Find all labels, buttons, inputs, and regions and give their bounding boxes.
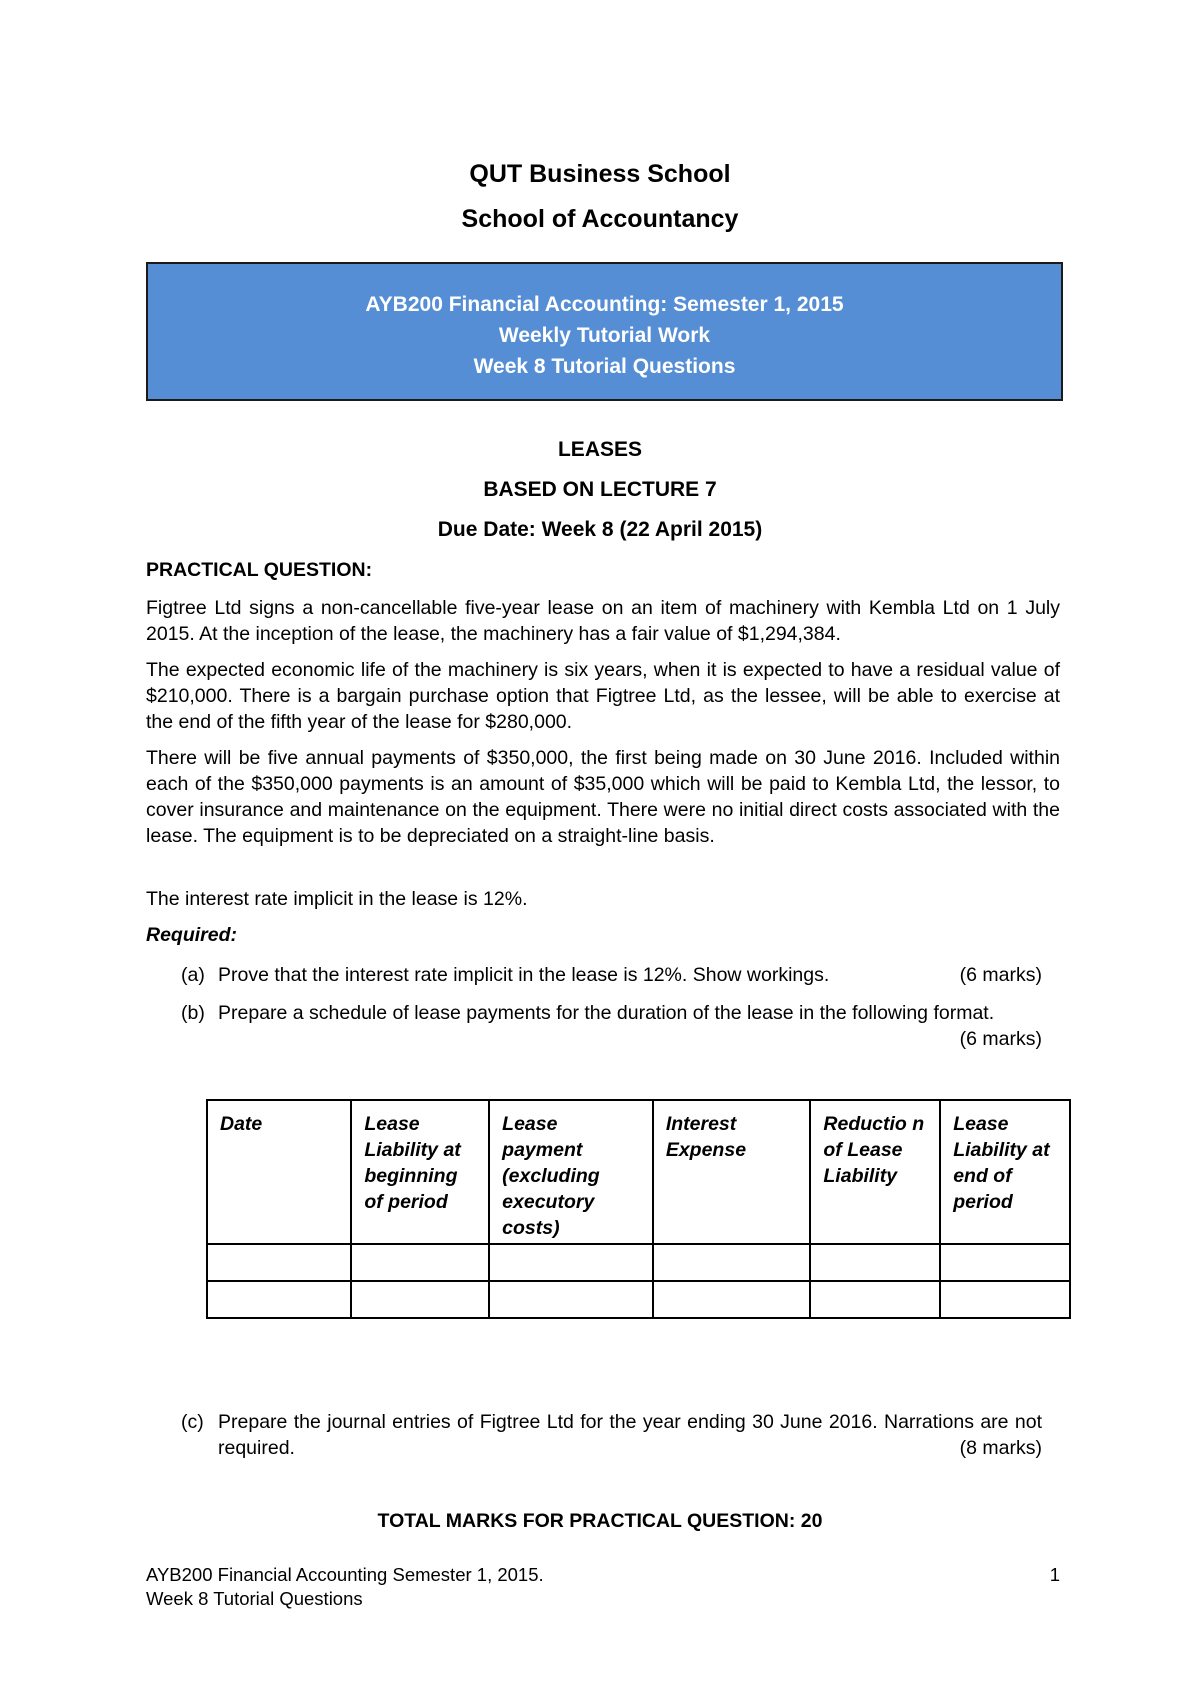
footer-course: AYB200 Financial Accounting Semester 1, 2015.: [146, 1564, 544, 1585]
table-row: [207, 1281, 1070, 1318]
item-c-marks: (8 marks): [959, 1437, 1042, 1459]
col-liability-beginning: Lease Liability at beginning of period: [351, 1100, 489, 1244]
item-a-marks: (6 marks): [959, 964, 1042, 986]
total-marks: TOTAL MARKS FOR PRACTICAL QUESTION: 20: [377, 1510, 823, 1532]
due-date: Due Date: Week 8 (22 April 2015): [437, 518, 763, 541]
col-liability-end: Lease Liability at end of period: [940, 1100, 1070, 1244]
topic-title: LEASES: [557, 438, 643, 461]
paragraph-lease-terms: Figtree Ltd signs a non-cancellable five-year lease on an item of machinery with Kembla Ltd on 1 July 2015. At the inception of the lease, the machinery has a fair value of $1,294,384.: [146, 597, 1060, 645]
lecture-ref: BASED ON LECTURE 7: [483, 478, 717, 501]
table-cell: [489, 1281, 653, 1318]
item-c-label: (c): [181, 1411, 204, 1433]
table-row: [207, 1244, 1070, 1281]
table-cell: [653, 1281, 811, 1318]
item-a-label: (a): [181, 964, 205, 986]
banner-week: Week 8 Tutorial Questions: [473, 355, 736, 378]
table-cell: [940, 1244, 1070, 1281]
col-interest-expense: Interest Expense: [653, 1100, 811, 1244]
paragraph-economic-life: The expected economic life of the machinery is six years, when it is expected to have a residual value of $210,000. There is a bargain purchase option that Figtree Ltd, as the lessee, will be able to exercise at the end of the fifth year of the lease for $280,000.: [146, 659, 1060, 733]
table-cell: [940, 1281, 1070, 1318]
page-number: 1: [1049, 1564, 1060, 1585]
table-cell: [489, 1244, 653, 1281]
item-b-marks: (6 marks): [959, 1028, 1042, 1050]
lease-schedule-table: [206, 1099, 1071, 1319]
col-lease-payment: Lease payment (excluding executory costs): [489, 1100, 653, 1244]
paragraph-interest-rate: The interest rate implicit in the lease is 12%.: [146, 888, 528, 910]
course-banner: [146, 262, 1063, 401]
table-cell: [351, 1281, 489, 1318]
table-cell: [810, 1244, 940, 1281]
table-cell: [653, 1244, 811, 1281]
banner-course: AYB200 Financial Accounting: Semester 1, 2015: [365, 293, 844, 316]
school-title: QUT Business School: [469, 160, 731, 188]
table-header-row: [207, 1100, 1070, 1244]
item-c-text: Prepare the journal entries of Figtree Ltd for the year ending 30 June 2016. Narrations are not required.: [218, 1411, 1042, 1459]
table-cell: [207, 1244, 351, 1281]
item-b-label: (b): [181, 1002, 205, 1024]
required-label: Required:: [146, 924, 238, 946]
banner-subtitle: Weekly Tutorial Work: [498, 324, 711, 347]
item-b-text: Prepare a schedule of lease payments for the duration of the lease in the following format.: [218, 1002, 995, 1024]
table-cell: [810, 1281, 940, 1318]
col-date: Date: [207, 1100, 351, 1244]
table-cell: [351, 1244, 489, 1281]
question-heading: PRACTICAL QUESTION:: [146, 559, 373, 581]
col-reduction: Reductio n of Lease Liability: [810, 1100, 940, 1244]
table-cell: [207, 1281, 351, 1318]
footer-week: Week 8 Tutorial Questions: [146, 1588, 363, 1609]
department-title: School of Accountancy: [461, 205, 739, 233]
paragraph-payments: There will be five annual payments of $350,000, the first being made on 30 June 2016. Included within each of the $350,000 payments is an amount of $35,000 which will be paid to Kembla Ltd, the lessor, to cover insurance and maintenance on the equipment. There were no initial direct costs associated with the lease. The equipment is to be depreciated on a straight-line basis.: [146, 747, 1060, 847]
item-a-text: Prove that the interest rate implicit in the lease is 12%. Show workings.: [218, 964, 830, 986]
